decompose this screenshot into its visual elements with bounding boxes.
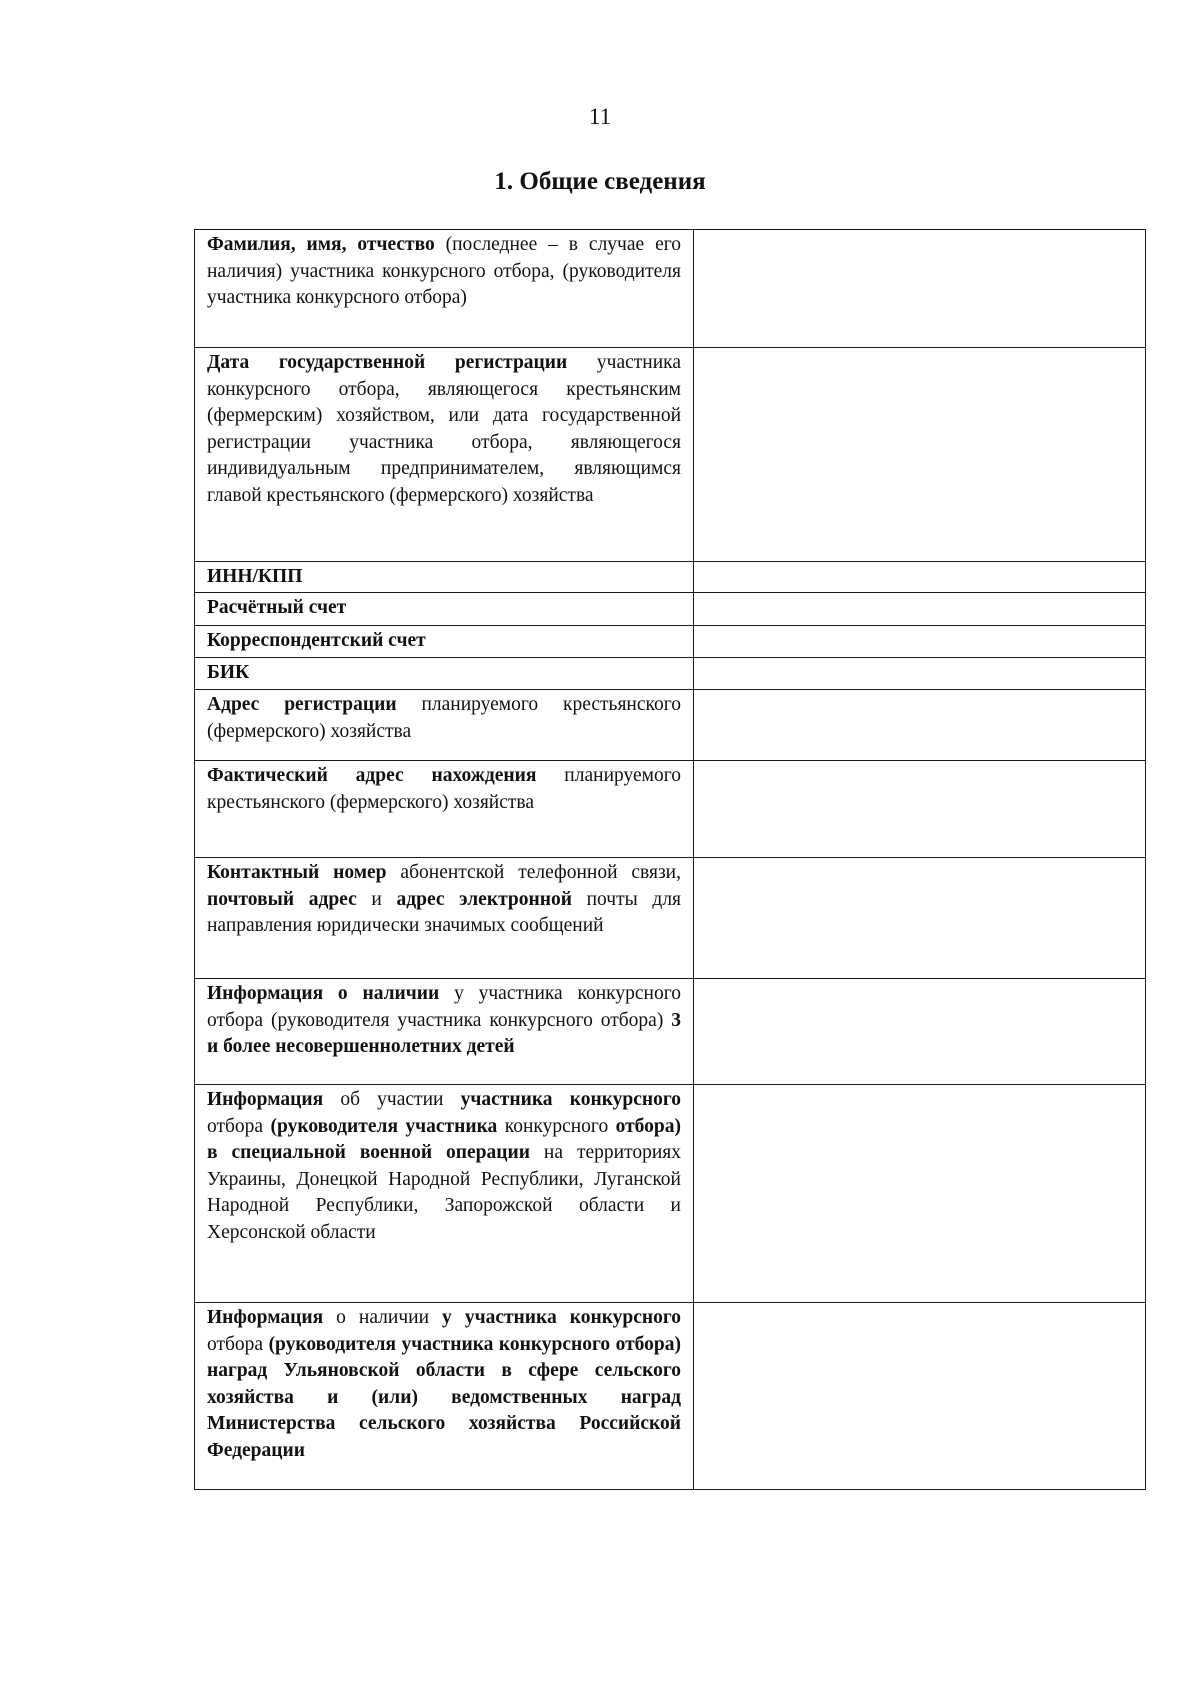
- field-label-text: отбора: [207, 1115, 271, 1137]
- field-value[interactable]: [694, 230, 1146, 348]
- field-value[interactable]: [694, 1303, 1146, 1490]
- field-value[interactable]: [694, 626, 1146, 658]
- form-row: [195, 230, 1146, 348]
- form-row: [195, 593, 1146, 626]
- form-row: [195, 626, 1146, 658]
- field-label: [195, 348, 694, 562]
- form-row: [195, 858, 1146, 979]
- field-label: [195, 690, 694, 761]
- field-label-text: адрес электронной: [396, 888, 572, 910]
- field-label-text: 3 и более несовершеннолетних детей: [207, 1009, 681, 1058]
- field-label: [195, 858, 694, 979]
- section-title: 1. Общие сведения: [494, 168, 706, 195]
- field-label: [195, 1303, 694, 1490]
- field-label-text: Корреспондентский счет: [207, 630, 426, 651]
- field-label-text: Адрес регистрации: [207, 694, 397, 715]
- form-row: [195, 979, 1146, 1085]
- field-label: [195, 979, 694, 1085]
- field-value[interactable]: [694, 1085, 1146, 1303]
- field-value[interactable]: [694, 858, 1146, 979]
- field-value[interactable]: [694, 690, 1146, 761]
- form-row: [195, 690, 1146, 761]
- field-label-text: отбора) в специальной военной операции: [207, 1115, 682, 1164]
- field-label-text: Информация: [207, 1307, 324, 1328]
- field-value[interactable]: [694, 348, 1146, 562]
- field-label-text: Информация: [207, 1089, 324, 1110]
- form-row: [195, 562, 1146, 593]
- field-label-text: и: [356, 888, 397, 910]
- form-row: [195, 1085, 1146, 1303]
- field-label-text: участника конкурсного: [460, 1089, 682, 1110]
- field-label: [195, 230, 694, 348]
- field-label-text: об участии: [323, 1089, 461, 1110]
- form-row: [195, 761, 1146, 858]
- field-value[interactable]: [694, 979, 1146, 1085]
- field-label-text: ИНН/КПП: [207, 566, 303, 587]
- field-label: [195, 593, 694, 626]
- field-label-text: отбора: [207, 1333, 269, 1355]
- field-label-text: на территориях Украины, Донецкой Народной Республики, Луганской Народной Республики, Запорожской области и Херсонской области: [207, 1142, 681, 1243]
- form-row: [195, 1303, 1146, 1490]
- field-label-text: конкурсного: [497, 1115, 616, 1137]
- field-label-text: (руководителя участника: [270, 1115, 498, 1137]
- field-label-text: Информация о наличии: [207, 983, 440, 1004]
- field-label-text: (последнее – в случае его наличия) участника конкурсного отбора, (руководителя участника конкурсного отбора): [207, 234, 681, 309]
- field-value[interactable]: [694, 761, 1146, 858]
- field-label-text: почтовый адрес: [207, 888, 357, 910]
- field-label-text: Фамилия, имя, отчество: [207, 234, 435, 255]
- field-label-text: Фактический адрес нахождения: [207, 765, 537, 786]
- field-label-text: о наличии: [323, 1307, 443, 1328]
- form-row: [195, 658, 1146, 690]
- field-label: [195, 658, 694, 690]
- field-label-text: почты для направления юридически значимых сообщений: [207, 888, 682, 937]
- field-label-text: участника конкурсного отбора, являющегося крестьянским (фермерским) хозяйством, или дата государственной регистрации участника отбора, являющегося индивидуальным предпринимателем, являющимся главой крестьянского (фермерского) хозяйства: [207, 352, 682, 506]
- field-label-text: планируемого крестьянского (фермерского) хозяйства: [207, 765, 681, 813]
- general-info-table: [194, 229, 1146, 1490]
- field-label-text: Расчётный счет: [207, 597, 347, 618]
- field-label-text: БИК: [207, 662, 250, 683]
- page-number: 11: [588, 104, 612, 129]
- field-label: [195, 1085, 694, 1303]
- field-label-text: у участника конкурсного отбора (руководителя участника конкурсного отбора): [207, 983, 681, 1031]
- field-label-text: Контактный номер: [207, 862, 387, 883]
- field-value[interactable]: [694, 593, 1146, 626]
- form-row: [195, 348, 1146, 562]
- field-label: [195, 562, 694, 593]
- field-value[interactable]: [694, 562, 1146, 593]
- field-label-text: планируемого крестьянского (фермерского) хозяйства: [207, 694, 681, 742]
- field-label-text: Дата государственной регистрации: [207, 352, 568, 373]
- field-label-text: абонентской телефонной связи,: [386, 862, 681, 883]
- field-label: [195, 626, 694, 658]
- field-label-text: у участника конкурсного: [442, 1307, 682, 1328]
- field-value[interactable]: [694, 658, 1146, 690]
- field-label: [195, 761, 694, 858]
- field-label-text: (руководителя участника конкурсного отбора) наград Ульяновской области в сфере сельского хозяйства и (или) ведомственных наград Министерства сельского хозяйства Российской Федерации: [207, 1333, 682, 1461]
